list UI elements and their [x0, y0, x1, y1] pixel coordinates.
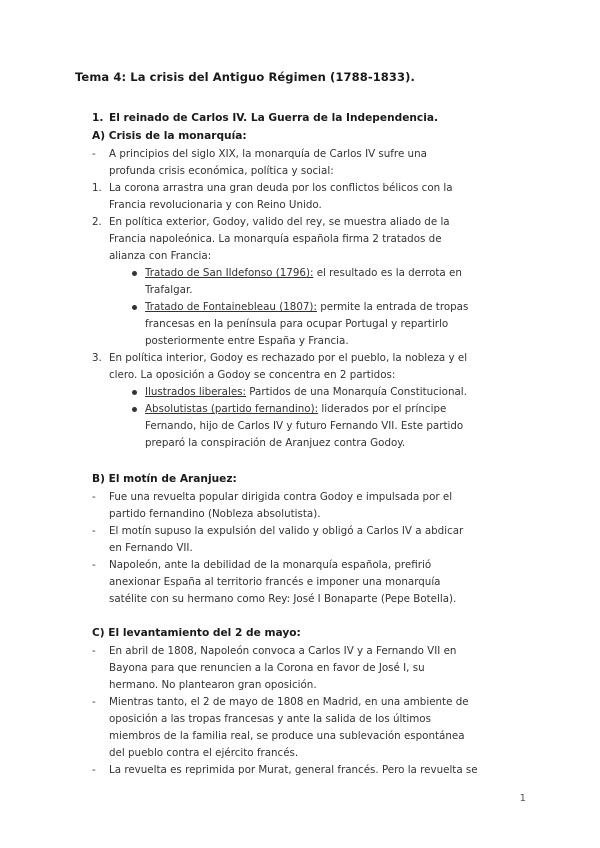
document-title: Tema 4: La crisis del Antiguo Régimen (1788-1833). [75, 70, 415, 84]
item2-line-1: En política exterior, Godoy, valido del rey, se muestra aliado de la [109, 216, 450, 228]
section-c-line: Mientras tanto, el 2 de mayo de 1808 en Madrid, en una ambiente de [109, 696, 469, 708]
item1-line-1: La corona arrastra una gran deuda por los conflictos bélicos con la [109, 182, 453, 194]
dash-marker: - [92, 764, 96, 776]
section-b-line: El motín supuso la expulsión del valido y obligó a Carlos IV a abdicar [109, 525, 464, 537]
treaty-1-label: Tratado de San Ildefonso (1796): [145, 267, 314, 279]
section-b-line: anexionar España al territorio francés e imponer una monarquía [109, 576, 441, 588]
item1-line-2: Francia revolucionaria y con Reino Unido. [109, 199, 322, 211]
page-number: 1 [519, 793, 526, 804]
party-2 [145, 401, 446, 418]
bullet-icon [132, 271, 137, 276]
intro-line-1: A principios del siglo XIX, la monarquía de Carlos IV sufre una [109, 148, 427, 160]
dash-marker: - [92, 696, 96, 708]
intro-line-2: profunda crisis económica, política y social: [109, 165, 334, 177]
section-c-heading: C) El levantamiento del 2 de mayo: [92, 627, 301, 639]
section-c-line: Bayona para que renuncien a la Corona en favor de José I, su [109, 662, 425, 674]
party-2-text: liderados por el príncipe [318, 403, 447, 415]
treaty-2-continuation-2: posteriormente entre España y Francia. [145, 335, 349, 347]
section-b-line: partido fernandino (Nobleza absolutista). [109, 508, 321, 520]
bullet-icon [132, 390, 137, 395]
section-b-line: Fue una revuelta popular dirigida contra Godoy e impulsada por el [109, 491, 453, 503]
treaty-2-text: permite la entrada de tropas [316, 301, 469, 313]
item3-line-2: clero. La oposición a Godoy se concentra en 2 partidos: [109, 369, 396, 381]
number-marker-1: 1. [92, 182, 102, 194]
dash-marker: - [92, 148, 96, 160]
party-2-label: Absolutistas (partido fernandino): [145, 403, 319, 415]
party-2-continuation-1: Fernando, hijo de Carlos IV y futuro Fernando VII. Este partido [145, 420, 464, 432]
section-c-line: hermano. No plantearon gran oposición. [109, 679, 317, 691]
section-1-number: 1. [92, 112, 104, 124]
section-b-line: satélite con su hermano como Rey: José I Bonaparte (Pepe Botella). [109, 593, 457, 605]
treaty-1-text: el resultado es la derrota en [313, 267, 462, 279]
dash-marker: - [92, 491, 96, 503]
number-marker-3: 3. [92, 352, 102, 364]
section-b-heading: B) El motín de Aranjuez: [92, 473, 237, 485]
section-1-heading: El reinado de Carlos IV. La Guerra de la Independencia. [109, 112, 439, 124]
item3-line-1: En política interior, Godoy es rechazado por el pueblo, la nobleza y el [109, 352, 468, 364]
item2-line-2: Francia napoleónica. La monarquía española firma 2 tratados de [109, 233, 442, 245]
party-1 [145, 384, 467, 401]
bullet-icon [132, 305, 137, 310]
section-c-line: En abril de 1808, Napoleón convoca a Carlos IV y a Fernando VII en [109, 645, 457, 657]
item2-line-3: alianza con Francia: [109, 250, 212, 262]
section-c-line: oposición a las tropas francesas y ante la salida de los últimos [109, 713, 431, 725]
treaty-2-label: Tratado de Fontainebleau (1807): [145, 301, 317, 313]
party-1-text: Partidos de una Monarquía Constitucional. [246, 386, 467, 398]
number-marker-2: 2. [92, 216, 102, 228]
section-c-line: miembros de la familia real, se produce una sublevación espontánea [109, 730, 465, 742]
section-a-heading: A) Crisis de la monarquía: [92, 130, 247, 142]
section-c-line: del pueblo contra el ejército francés. [109, 747, 299, 759]
section-c-line: La revuelta es reprimida por Murat, general francés. Pero la revuelta se [109, 764, 478, 776]
section-b-line: en Fernando VII. [109, 542, 193, 554]
section-b-line: Napoleón, ante la debilidad de la monarquía española, prefirió [109, 559, 432, 571]
dash-marker: - [92, 645, 96, 657]
bullet-icon [132, 407, 137, 412]
dash-marker: - [92, 525, 96, 537]
party-2-continuation-2: preparó la conspiración de Aranjuez contra Godoy. [145, 437, 406, 449]
party-1-label: Ilustrados liberales: [145, 386, 247, 398]
treaty-1-continuation: Trafalgar. [145, 284, 193, 296]
treaty-2-continuation-1: francesas en la península para ocupar Portugal y repartirlo [145, 318, 449, 330]
treaty-2 [145, 299, 468, 316]
dash-marker: - [92, 559, 96, 571]
treaty-1 [145, 265, 462, 282]
